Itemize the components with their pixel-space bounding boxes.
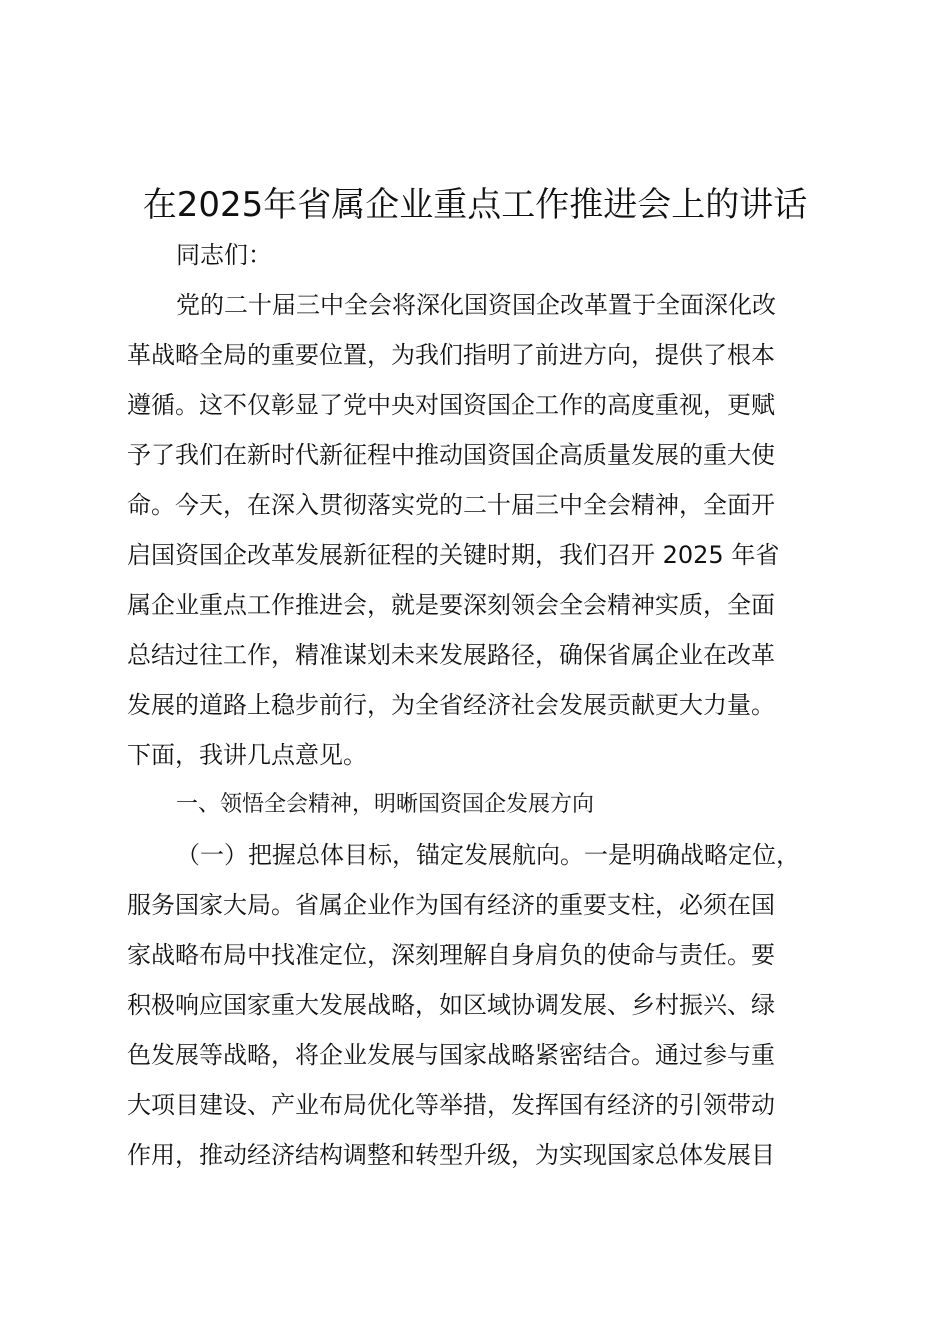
paragraph-line: 党的二十届三中全会将深化国资国企改革置于全面深化改	[176, 291, 776, 319]
section-heading: 一、领悟全会精神，明晰国资国企发展方向	[176, 792, 595, 817]
paragraph-line: 下面，我讲几点意见。	[127, 741, 367, 769]
paragraph-line: 作用，推动经济结构调整和转型升级，为实现国家总体发展目	[127, 1141, 775, 1169]
paragraph-line: 革战略全局的重要位置，为我们指明了前进方向，提供了根本	[127, 341, 775, 369]
paragraph-line: 属企业重点工作推进会，就是要深刻领会全会精神实质，全面	[127, 591, 775, 619]
paragraph-line: 大项目建设、产业布局优化等举措，发挥国有经济的引领带动	[127, 1091, 775, 1119]
paragraph-line: 总结过往工作，精准谋划未来发展路径，确保省属企业在改革	[127, 641, 775, 669]
paragraph-line: 服务国家大局。省属企业作为国有经济的重要支柱，必须在国	[127, 891, 775, 919]
document-title: 在2025年省属企业重点工作推进会上的讲话	[142, 185, 808, 225]
paragraph-line: 予了我们在新时代新征程中推动国资国企高质量发展的重大使	[127, 441, 775, 469]
paragraph-line: 家战略布局中找准定位，深刻理解自身肩负的使命与责任。要	[127, 941, 775, 969]
paragraph-line: 命。今天，在深入贯彻落实党的二十届三中全会精神，全面开	[127, 491, 775, 519]
paragraph-line: 色发展等战略，将企业发展与国家战略紧密结合。通过参与重	[127, 1041, 775, 1069]
paragraph-line: 遵循。这不仅彰显了党中央对国资国企工作的高度重视，更赋	[127, 391, 775, 419]
paragraph-line: 发展的道路上稳步前行，为全省经济社会发展贡献更大力量。	[127, 691, 775, 719]
paragraph-line: 启国资国企改革发展新征程的关键时期，我们召开 2025 年省	[127, 541, 780, 569]
paragraph-line: 积极响应国家重大发展战略，如区域协调发展、乡村振兴、绿	[127, 991, 775, 1019]
salutation: 同志们：	[176, 241, 272, 269]
paragraph-line: （一）把握总体目标，锚定发展航向。一是明确战略定位，	[176, 841, 800, 869]
